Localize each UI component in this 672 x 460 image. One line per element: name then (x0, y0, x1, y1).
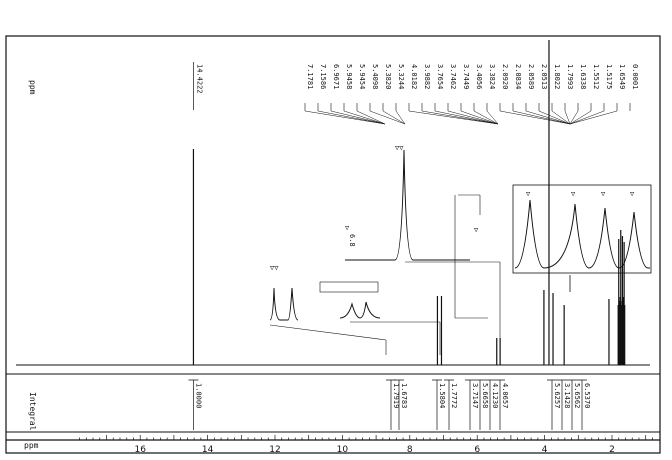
peak-label-connector (500, 111, 570, 124)
peak-label: 3.4056 (475, 64, 483, 90)
peak-label-connector (344, 111, 385, 124)
peak-label-connector (396, 111, 405, 124)
peak-label: 3.7462 (449, 64, 457, 90)
integral-value: 1.7919 (392, 383, 400, 409)
peak-label: 6.9671 (332, 64, 340, 90)
peak-label: 3.9882 (423, 64, 431, 90)
peak-label: 3.7654 (436, 64, 444, 90)
peak-label-connector (448, 111, 498, 124)
inset-peak-marker: ▽ (474, 226, 479, 234)
peak-label-connector (570, 111, 591, 124)
tick-label: 14 (201, 445, 214, 455)
peak-label: 1.8022 (553, 64, 561, 90)
peak-label-connector (409, 111, 498, 124)
peak-label: 2.0513 (540, 64, 548, 90)
inset-peak-marker: ▽▽ (395, 144, 404, 152)
peak-label: 5.3820 (384, 64, 392, 90)
integral-value: 5.6658 (481, 383, 489, 409)
tick-label: 2 (609, 445, 615, 455)
peak-label: 1.5512 (592, 64, 600, 90)
integral-value: 4.0657 (501, 383, 509, 409)
peak-label-connector (305, 111, 385, 124)
inset-peak-marker: ▽ (571, 190, 576, 198)
peak-label: 0.0001 (631, 64, 639, 90)
peak-label-connector (570, 111, 604, 124)
peak-label: 5.3244 (397, 64, 405, 90)
integral-value: 4.1230 (491, 383, 499, 409)
inset-peak-marker: ▽ (630, 190, 635, 198)
integral-value: 1.5804 (438, 383, 446, 409)
peak-label-connector (526, 111, 570, 124)
peak-label-connector (383, 111, 405, 124)
inset-peak-marker: ▽ (345, 224, 350, 232)
integral-value: 1.0000 (194, 383, 203, 409)
tick-label: 10 (336, 445, 349, 455)
peak-label-connector (331, 111, 385, 124)
peak-label: 3.3824 (488, 64, 496, 90)
integral-label: Integral (28, 392, 37, 431)
expansion-insets (270, 144, 651, 355)
peak-label-connector (513, 111, 570, 124)
inset-axis-label: 6.8 (348, 234, 356, 247)
tick-label: 16 (134, 445, 146, 455)
peak-label: 2.0834 (514, 64, 522, 90)
peak-label: 14.4222 (195, 64, 204, 94)
peak-label: 7.1781 (306, 64, 314, 90)
inset-multiplet-labels (320, 282, 378, 292)
peak-label: 7.1586 (319, 64, 327, 90)
inset-peak-marker: ▽ (526, 190, 531, 198)
integral-values (188, 380, 591, 430)
inset-peak-marker: ▽▽ (270, 264, 279, 272)
tick-label: 6 (474, 445, 481, 455)
peak-label: 2.0920 (501, 64, 509, 90)
peak-label: 5.9458 (345, 64, 353, 90)
inset-connector (270, 325, 386, 340)
integral-value: 3.7147 (471, 383, 479, 409)
peak-label: 1.5175 (605, 64, 613, 90)
tick-label: 8 (406, 445, 413, 455)
integral-value: 1.6783 (400, 383, 408, 409)
integral-value: 5.6562 (573, 383, 581, 409)
integral-value: 3.1428 (563, 383, 571, 409)
peak-label-connector (357, 111, 385, 124)
peak-label: 4.0182 (410, 64, 418, 90)
peak-label: 5.4098 (371, 64, 379, 90)
peak-label: 1.6338 (579, 64, 587, 90)
peak-label: 1.7993 (566, 64, 574, 90)
peak-label: 5.9454 (358, 64, 366, 90)
peak-label: 3.7449 (462, 64, 470, 90)
integral-value: 6.5370 (583, 383, 591, 409)
tick-label: 12 (269, 445, 281, 455)
top-axis-label: ppm (28, 80, 37, 95)
inset-trace-multiplet (340, 302, 380, 318)
integral-value: 1.7772 (450, 383, 458, 409)
inset-box-aliphatic (513, 185, 651, 273)
peak-label: 2.0589 (527, 64, 535, 90)
peak-label-connector (422, 111, 498, 124)
peak-label: 1.6549 (618, 64, 626, 90)
inset-trace-left (270, 288, 298, 320)
inset-trace-mid (345, 150, 470, 260)
inset-trace-aliphatic (515, 200, 650, 268)
x-axis-label: ppm (24, 441, 39, 450)
tick-label: 4 (541, 445, 548, 455)
x-axis-ticks (80, 435, 653, 455)
integral-value: 5.6257 (553, 383, 561, 409)
inset-peak-marker: ▽ (601, 190, 606, 198)
peak-labels (193, 62, 639, 124)
